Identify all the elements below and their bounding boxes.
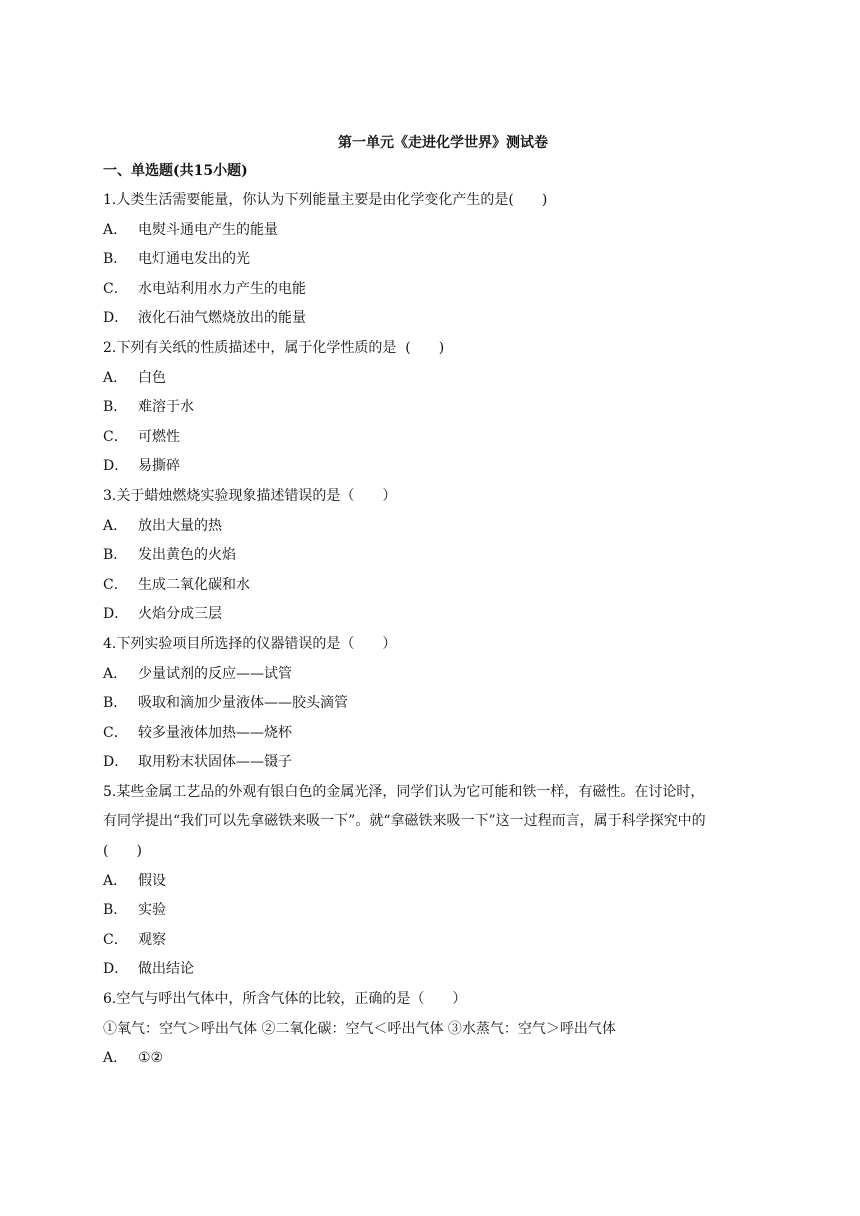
option-text: 易撕碎 xyxy=(138,458,180,475)
question-stem: 1.人类生活需要能量，你认为下列能量主要是由化学变化产生的是( ) xyxy=(103,192,548,208)
option-c xyxy=(103,275,763,305)
option-a xyxy=(103,660,763,690)
document-body xyxy=(103,131,763,1074)
option-text: 发出黄色的火焰 xyxy=(138,547,236,564)
option-letter: C． xyxy=(103,724,128,741)
option-text: 白色 xyxy=(138,369,166,386)
option-letter: A． xyxy=(103,369,128,386)
option-letter: D． xyxy=(103,961,129,978)
option-text: 难溶于水 xyxy=(138,399,194,416)
option-text: 可燃性 xyxy=(138,428,180,445)
option-text: 吸取和滴加少量液体——胶头滴管 xyxy=(138,695,348,712)
option-letter: B． xyxy=(103,695,128,712)
question-2 xyxy=(103,334,763,482)
option-letter: D． xyxy=(103,458,129,475)
question-stem: 4.下列实验项目所选择的仪器错误的是（ ） xyxy=(103,635,397,652)
option-text: 取用粉末状固体——镊子 xyxy=(138,754,292,771)
option-text: 液化石油气燃烧放出的能量 xyxy=(138,310,306,327)
option-b xyxy=(103,689,763,719)
option-text: 做出结论 xyxy=(138,961,194,978)
option-c xyxy=(103,571,763,601)
option-c xyxy=(103,926,763,956)
question-stem-line: ( ) xyxy=(103,843,142,860)
option-a xyxy=(103,512,763,542)
option-a xyxy=(103,216,763,246)
option-text: 生成二氧化碳和水 xyxy=(138,576,250,593)
option-letter: D． xyxy=(103,310,129,327)
option-a xyxy=(103,364,763,394)
option-letter: A． xyxy=(103,517,128,534)
option-text: 较多量液体加热——烧杯 xyxy=(138,724,292,741)
option-text: 水电站利用水力产生的电能 xyxy=(138,280,306,297)
option-text: 放出大量的热 xyxy=(138,517,222,534)
question-6 xyxy=(103,985,763,1074)
option-b xyxy=(103,896,763,926)
option-letter: D． xyxy=(103,606,129,623)
question-5 xyxy=(103,778,763,985)
option-a xyxy=(103,867,763,897)
option-letter: A． xyxy=(103,1050,128,1067)
option-b xyxy=(103,541,763,571)
option-letter: C． xyxy=(103,576,128,593)
question-4 xyxy=(103,630,763,778)
option-letter: B． xyxy=(103,399,128,416)
option-d xyxy=(103,304,763,334)
option-text: 少量试剂的反应——试管 xyxy=(138,665,292,682)
question-stem-line: 有同学提出“我们可以先拿磁铁来吸一下”。就“拿磁铁来吸一下”这一过程而言，属于科学探究中的 xyxy=(103,813,706,830)
option-text: ①② xyxy=(138,1050,164,1067)
option-text: 电灯通电发出的光 xyxy=(138,251,250,268)
option-letter: A． xyxy=(103,221,128,238)
option-letter: B． xyxy=(103,251,128,268)
option-letter: A． xyxy=(103,665,128,682)
option-text: 火焰分成三层 xyxy=(138,606,222,623)
option-b xyxy=(103,245,763,275)
option-text: 电熨斗通电产生的能量 xyxy=(138,221,278,238)
page-title: 第一单元《走进化学世界》测试卷 xyxy=(338,135,548,151)
option-letter: B． xyxy=(103,547,128,564)
option-letter: C． xyxy=(103,428,128,445)
option-b xyxy=(103,393,763,423)
option-d xyxy=(103,955,763,985)
option-c xyxy=(103,719,763,749)
option-letter: D． xyxy=(103,754,129,771)
option-text: 假设 xyxy=(138,872,166,889)
option-c xyxy=(103,423,763,453)
question-stem: 3.关于蜡烛燃烧实验现象描述错误的是（ ） xyxy=(103,487,397,504)
option-text: 观察 xyxy=(138,931,166,948)
question-1 xyxy=(103,186,763,334)
question-stem: 2.下列有关纸的性质描述中，属于化学性质的是 ( ) xyxy=(103,339,445,356)
option-letter: A． xyxy=(103,872,128,889)
question-stem-line: 5.某些金属工艺品的外观有银白色的金属光泽，同学们认为它可能和铁一样，有磁性。在讨论时， xyxy=(103,783,705,800)
question-3 xyxy=(103,482,763,630)
section-heading: 一、单选题(共15小题) xyxy=(103,163,248,179)
option-letter: C． xyxy=(103,280,128,297)
option-d xyxy=(103,452,763,482)
option-letter: C． xyxy=(103,931,128,948)
option-letter: B． xyxy=(103,902,128,919)
option-d xyxy=(103,748,763,778)
question-sub-stem: ①氧气：空气＞呼出气体 ②二氧化碳：空气＜呼出气体 ③水蒸气：空气＞呼出气体 xyxy=(103,1020,616,1037)
option-a xyxy=(103,1044,763,1074)
question-stem: 6.空气与呼出气体中，所含气体的比较，正确的是（ ） xyxy=(103,991,467,1008)
option-text: 实验 xyxy=(138,902,166,919)
option-d xyxy=(103,600,763,630)
